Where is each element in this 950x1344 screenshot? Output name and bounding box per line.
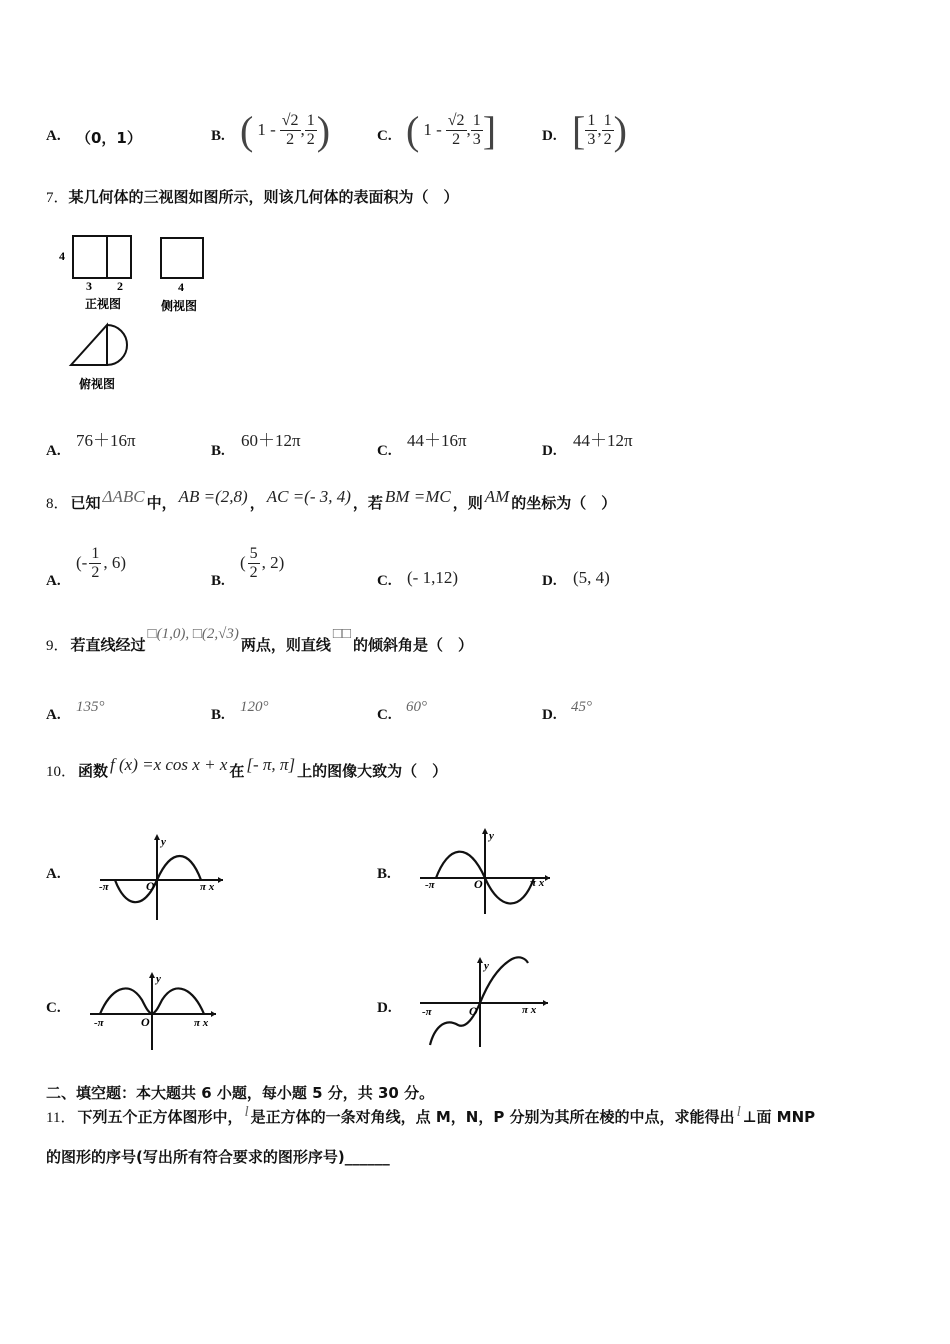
- q7-option-d-text: 44＋12π: [573, 431, 633, 450]
- side-caption: 侧视图: [161, 299, 198, 313]
- section-2-heading: 二、填空题：本大题共 6 小题，每小题 5 分，共 30 分。: [46, 1084, 435, 1102]
- q7-option-a-text: 76＋16π: [76, 431, 136, 450]
- front-dim-left: 4: [59, 249, 65, 263]
- q10-option-b-label: B.: [377, 866, 391, 882]
- pi-x-label: π x: [530, 877, 545, 889]
- q9-stem: 9． 若直线经过 □(1,0), □(2,√3) 两点，则直线 □□ 的倾斜角是（ ）: [46, 626, 474, 654]
- q11-stem-line1: 11． 下列五个正方体图形中， l 是正方体的一条对角线，点 M，N，P 分别为其所在棱的中点，求能得出 l ⊥面 MNP: [46, 1104, 816, 1126]
- q6-option-d-label: D.: [542, 128, 557, 144]
- q8-stem: 8． 已知 ΔABC 中， AB =(2,8) ， AC =(- 3, 4) ，若 BM =MC ，则 AM 的坐标为（ ）: [46, 486, 617, 512]
- q6-option-d-expr: [ $\frac{1}{3}$ , $\frac{1}{2}$ ): [572, 107, 627, 153]
- y-axis-arrow: [482, 828, 488, 834]
- y-label: y: [156, 973, 161, 985]
- y-axis-arrow: [154, 834, 160, 840]
- pi-x-label: π x: [200, 881, 215, 893]
- pi-x-label: π x: [194, 1017, 209, 1029]
- q8-option-d-label: D.: [542, 573, 557, 589]
- q9-option-b-text: 120°: [240, 699, 269, 715]
- origin-label: O: [141, 1015, 150, 1029]
- q9-option-a-text: 135°: [76, 699, 105, 715]
- q8-option-c-label: C.: [377, 573, 392, 589]
- neg-pi-label: -π: [99, 881, 109, 893]
- q7-three-view-figure: [55, 228, 225, 398]
- front-caption: 正视图: [85, 297, 122, 311]
- neg-pi-label: -π: [425, 879, 435, 891]
- q10-graph-a: [95, 832, 230, 922]
- q9-option-a-label: A.: [46, 707, 61, 723]
- q8-option-c-text: (- 1,12): [407, 568, 458, 587]
- q7-stem: 7．某几何体的三视图如图所示，则该几何体的表面积为（ ）: [46, 188, 459, 206]
- q10-graph-b: [418, 826, 558, 916]
- neg-pi-label: -π: [422, 1006, 432, 1018]
- side-dim-bottom: 4: [178, 280, 184, 294]
- q8-option-a-expr: (- $\frac{1}{2}$ , 6): [76, 545, 126, 581]
- q7-option-c-text: 44＋16π: [407, 431, 467, 450]
- q10-option-a-label: A.: [46, 866, 61, 882]
- front-dim-bottom-1: 3: [86, 279, 92, 293]
- q10-graph-c: [88, 970, 223, 1054]
- x-axis-arrow: [545, 875, 550, 881]
- top-view-triangle: [71, 325, 107, 365]
- top-view-semicircle: [107, 325, 127, 365]
- q10-stem: 10． 函数 f (x) =x cos x + x 在 [- π, π] 上的图像大致为（ ）: [46, 754, 448, 780]
- q9-option-d-text: 45°: [571, 699, 592, 715]
- q6-option-c-label: C.: [377, 128, 392, 144]
- y-label: y: [489, 830, 494, 842]
- q6-option-a-text: （0，1）: [76, 129, 142, 147]
- q9-option-d-label: D.: [542, 707, 557, 723]
- q8-option-d-text: (5, 4): [573, 568, 610, 587]
- origin-label: O: [469, 1004, 478, 1018]
- q8-option-b-label: B.: [211, 573, 225, 589]
- neg-pi-label: -π: [94, 1017, 104, 1029]
- pi-x-label: π x: [522, 1004, 537, 1016]
- front-dim-bottom-2: 2: [117, 279, 123, 293]
- q8-option-b-expr: ( $\frac{5}{2}$ , 2): [240, 545, 285, 581]
- q11-stem-line2: 的图形的序号(写出所有符合要求的图形序号)______: [46, 1148, 390, 1166]
- q6-option-b-label: B.: [211, 128, 225, 144]
- q6-option-c-expr: ( 1 - $\frac{√2}{2}$ , $\frac{1}{3}$ ]: [406, 107, 497, 153]
- x-axis-arrow: [543, 1000, 548, 1006]
- q10-graph-d: [418, 955, 558, 1050]
- q9-option-c-text: 60°: [406, 699, 427, 715]
- q10-option-d-label: D.: [377, 1000, 392, 1016]
- origin-label: O: [146, 879, 155, 893]
- q7-option-a-label: A.: [46, 443, 61, 459]
- origin-label: O: [474, 877, 483, 891]
- q6-option-b-expr: ( 1 - $\frac{√2}{2}$ , $\frac{1}{2}$ ): [240, 107, 331, 153]
- q7-option-d-label: D.: [542, 443, 557, 459]
- x-axis-arrow: [211, 1011, 216, 1017]
- q6-option-a-label: A.: [46, 128, 61, 144]
- side-view-outline: [161, 238, 203, 278]
- q7-option-c-label: C.: [377, 443, 392, 459]
- y-axis-arrow: [149, 972, 155, 978]
- top-caption: 俯视图: [79, 377, 116, 391]
- x-axis-arrow: [218, 877, 223, 883]
- front-view-outline: [73, 236, 131, 278]
- q10-option-c-label: C.: [46, 1000, 61, 1016]
- y-label: y: [484, 960, 489, 972]
- y-axis-arrow: [477, 957, 483, 963]
- y-label: y: [161, 836, 166, 848]
- q9-option-c-label: C.: [377, 707, 392, 723]
- q9-option-b-label: B.: [211, 707, 225, 723]
- q8-option-a-label: A.: [46, 573, 61, 589]
- q7-option-b-label: B.: [211, 443, 225, 459]
- q7-option-b-text: 60＋12π: [241, 431, 301, 450]
